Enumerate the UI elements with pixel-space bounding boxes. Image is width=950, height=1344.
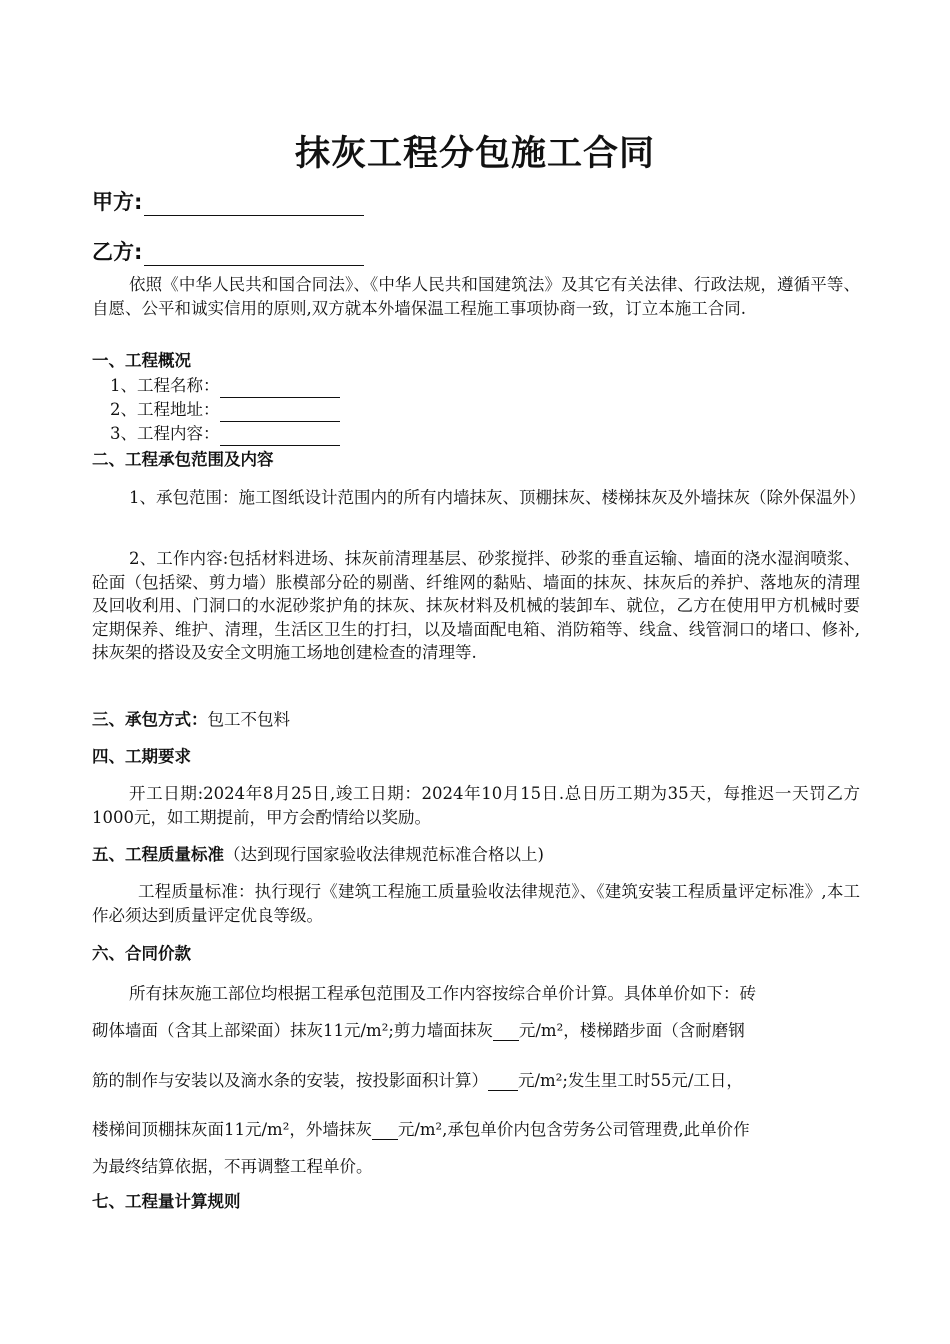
section-5-note: （达到现行国家验收法律规范标准合格以上): [224, 845, 544, 864]
section-3-label: 三、承包方式：: [92, 710, 208, 729]
section-5-label: 五、工程质量标准: [92, 845, 224, 864]
party-b-label: 乙方:: [92, 240, 143, 264]
project-name-blank: [220, 380, 340, 398]
party-b-blank: [144, 246, 364, 266]
section-5-heading: [92, 843, 544, 867]
contract-method-value: 包工不包料: [207, 710, 290, 729]
price-line-4-a: 楼梯间顶棚抹灰面11元/m²，外墙抹灰: [92, 1120, 372, 1139]
work-content-paragraph: 2、工作内容:包括材料进场、抹灰前清理基层、砂浆搅拌、砂浆的垂直运输、墙面的浇水湿润喷浆、砼面（包括梁、剪力墙）胀模部分砼的剔凿、纤维网的黏贴、墙面的抹灰、抹灰后的养护、落地灰的清理及回收利用、门洞口的水泥砂浆护角的抹灰、抹灰材料及机械的装卸车、就位，乙方在使用甲方机械时要定期保养、维护、清理，生活区卫生的打扫，以及墙面配电箱、消防箱等、线盒、线管洞口的堵口、修补,抹灰架的搭设及安全文明施工场地创建检查的清理等.: [92, 549, 860, 662]
party-a-line: [92, 186, 364, 216]
section-3-heading: [92, 708, 290, 732]
stair-price-blank: [488, 1074, 518, 1091]
price-line-4-b: 元/m²,承包单价内包含劳务公司管理费,此单价作: [397, 1120, 750, 1139]
page-title: 抹灰工程分包施工合同: [294, 134, 655, 174]
project-name-field: [110, 374, 340, 398]
party-a-blank: [144, 196, 364, 216]
price-line-3-b: 元/m²;发生里工时55元/工日，: [518, 1071, 743, 1090]
project-content-label: 3、工程内容：: [110, 424, 220, 443]
price-line-5: 为最终结算依据，不再调整工程单价。: [92, 1157, 373, 1176]
section-6-heading: 六、合同价款: [92, 944, 191, 963]
shear-wall-price-blank: [493, 1024, 519, 1041]
section-2-heading: 二、工程承包范围及内容: [92, 450, 274, 469]
quality-paragraph: 工程质量标准：执行现行《建筑工程施工质量验收法律规范》、《建筑安装工程质量评定标准》,本工作必须达到质量评定优良等级。: [92, 882, 860, 925]
party-b-line: [92, 236, 364, 266]
section-7-heading: 七、工程量计算规则: [92, 1192, 241, 1211]
section-1-heading: 一、工程概况: [92, 351, 191, 370]
project-address-label: 2、工程地址：: [110, 400, 220, 419]
project-address-blank: [220, 404, 340, 422]
intro-paragraph: 依照《中华人民共和国合同法》、《中华人民共和国建筑法》及其它有关法律、行政法规，遵循平等、自愿、公平和诚实信用的原则,双方就本外墙保温工程施工事项协商一致，订立本施工合同.: [92, 275, 860, 318]
project-content-field: [110, 422, 340, 446]
price-line-3: [92, 1067, 860, 1091]
project-address-field: [110, 398, 340, 422]
price-line-4: [92, 1116, 860, 1140]
scope-paragraph: 1、承包范围：施工图纸设计范围内的所有内墙抹灰、顶棚抹灰、楼梯抹灰及外墙抹灰（除外保温外）: [129, 488, 866, 507]
project-name-label: 1、工程名称：: [110, 376, 220, 395]
price-line-2: [92, 1017, 860, 1041]
price-line-2-a: 砌体墙面（含其上部梁面）抹灰11元/m²;剪力墙面抹灰: [92, 1021, 493, 1040]
section-4-heading: 四、工期要求: [92, 747, 191, 766]
price-line-1: 所有抹灰施工部位均根据工程承包范围及工作内容按综合单价计算。具体单价如下：砖: [129, 984, 756, 1003]
project-content-blank: [220, 428, 340, 446]
exterior-wall-price-blank: [372, 1123, 398, 1140]
price-line-3-a: 筋的制作与安装以及滴水条的安装，按投影面积计算）: [92, 1071, 488, 1090]
party-a-label: 甲方:: [92, 190, 143, 214]
schedule-paragraph: 开工日期:2024年8月25日,竣工日期：2024年10月15日.总日历工期为35天，每推迟一天罚乙方1000元，如工期提前，甲方会酌情给以奖励。: [92, 784, 860, 827]
price-line-2-b: 元/m²，楼梯踏步面（含耐磨钢: [518, 1021, 745, 1040]
